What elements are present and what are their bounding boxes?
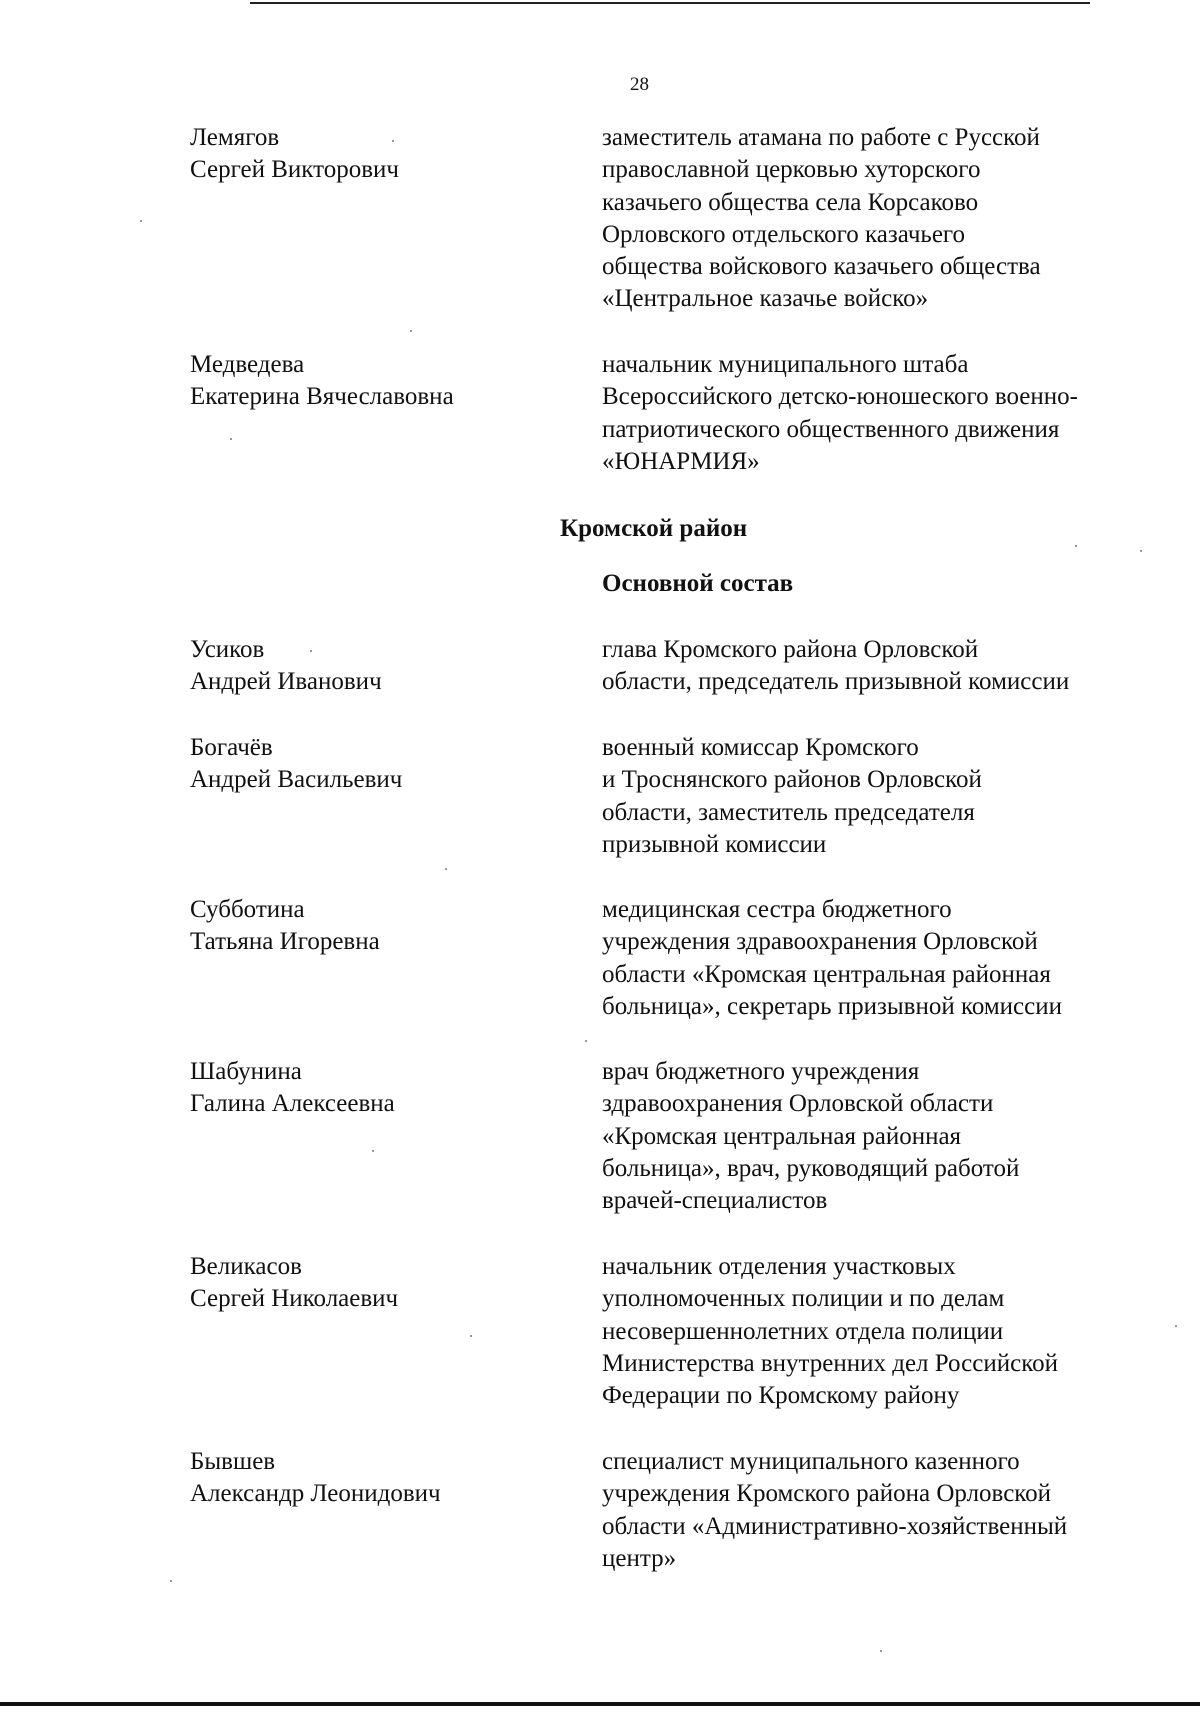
scan-speck [170, 1580, 172, 1582]
scan-speck [585, 1040, 587, 1042]
top-rule-line [250, 2, 1090, 4]
member-role-lemyagov: заместитель атамана по работе с Русской православной церковью хуторского казачьего общества села Корсаково Орловского отдельского казачьего общества войскового казачьего общества «Центральное казачье войско» [602, 124, 1041, 313]
member-role-shabunina: врач бюджетного учреждения здравоохранения Орловской области «Кромская центральная районная больница», врач, руководящий работой врачей-специалистов [602, 1058, 1020, 1215]
member-role-usikov: глава Кромского района Орловской области, председатель призывной комиссии [602, 636, 1070, 696]
scan-speck [410, 330, 412, 332]
page-number: 28 [630, 74, 649, 95]
scan-speck [1075, 545, 1077, 547]
scan-speck [470, 1335, 472, 1337]
district-heading: Кромской район [560, 515, 748, 542]
scan-speck [140, 220, 142, 222]
scan-speck [230, 438, 232, 440]
member-name-bogachev: Богачёв Андрей Васильевич [190, 734, 403, 794]
member-role-velikasov: начальник отделения участковых уполномоченных полиции и по делам несовершеннолетних отдела полиции Министерства внутренних дел Российской Федерации по Кромскому району [602, 1253, 1058, 1410]
scan-speck [372, 1150, 374, 1152]
member-name-medvedeva: Медведева Екатерина Вячеславовна [190, 351, 454, 411]
scan-speck [880, 1650, 882, 1652]
subsection-heading: Основной состав [602, 570, 794, 597]
scan-speck [1175, 1325, 1177, 1327]
bottom-rule-line [0, 1702, 1200, 1706]
member-name-lemyagov: Лемягов Сергей Викторович [190, 124, 399, 184]
member-name-velikasov: Великасов Сергей Николаевич [190, 1253, 399, 1313]
scan-speck [1140, 550, 1142, 552]
member-name-byvshev: Бывшев Александр Леонидович [190, 1448, 441, 1508]
member-role-bogachev: военный комиссар Кромского и Троснянского районов Орловской области, заместитель председателя призывной комиссии [602, 734, 982, 858]
member-role-subbotina: медицинская сестра бюджетного учреждения здравоохранения Орловской области «Кромская центральная районная больница», секретарь призывной комиссии [602, 896, 1063, 1020]
scan-speck [310, 650, 312, 652]
member-role-byvshev: специалист муниципального казенного учреждения Кромского района Орловской области «Административно-хозяйственный центр» [602, 1448, 1068, 1572]
scan-speck [392, 140, 394, 142]
member-name-subbotina: Субботина Татьяна Игоревна [190, 896, 380, 956]
member-name-usikov: Усиков Андрей Иванович [190, 636, 382, 696]
scan-speck [445, 868, 447, 870]
member-name-shabunina: Шабунина Галина Алексеевна [190, 1058, 395, 1118]
member-role-medvedeva: начальник муниципального штаба Всероссийского детско-юношеского военно- патриотического общественного движения «ЮНАРМИЯ» [602, 351, 1078, 475]
